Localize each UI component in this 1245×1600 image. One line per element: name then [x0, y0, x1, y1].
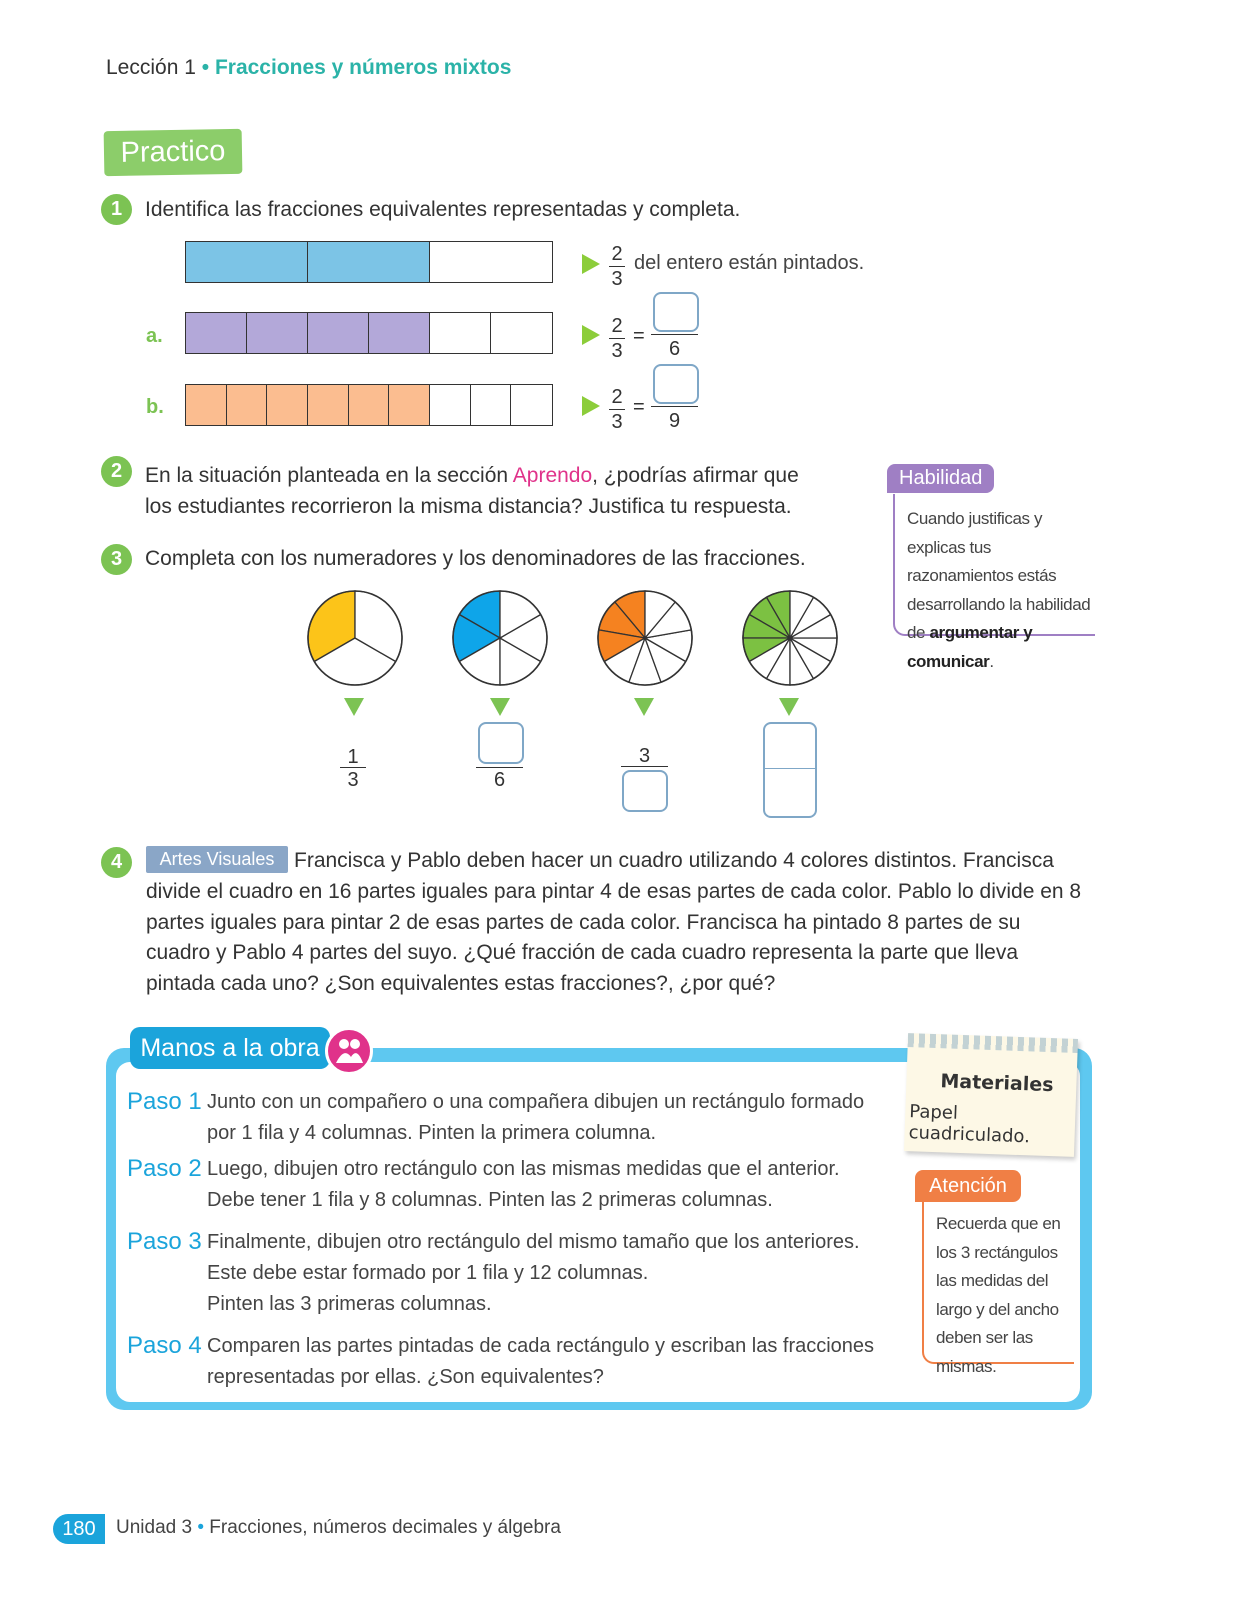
label-a: a. [146, 325, 163, 347]
habilidad-tag: Habilidad [887, 464, 994, 493]
page-number: 180 [53, 1514, 105, 1544]
atencion-tag: Atención [915, 1170, 1021, 1202]
materiales-item: Papel cuadriculado. [908, 1101, 1031, 1148]
aprendo-link[interactable]: Aprendo [512, 464, 593, 487]
paso-1-label: Paso 1 [127, 1088, 202, 1115]
paso-line: por 1 fila y 4 columnas. Pinten la primera columna. [207, 1122, 657, 1144]
fraction-denominator: 6 [493, 769, 506, 791]
paso-1-text [207, 1087, 864, 1149]
equals-sign: = [633, 396, 645, 418]
fraction-a-left [609, 316, 625, 361]
lesson-label: Lección 1 [106, 56, 196, 79]
paso-2-text [207, 1154, 840, 1216]
label-b: b. [146, 396, 164, 418]
fraction-bar [476, 767, 523, 768]
paso-line: Debe tener 1 fila y 8 columnas. Pinten las 2 primeras columnas. [207, 1189, 773, 1211]
habilidad-end: . [989, 651, 994, 671]
fraction-denominator: 9 [668, 410, 681, 432]
footer-bullet: • [197, 1517, 204, 1538]
lesson-topic: Fracciones y números mixtos [214, 56, 512, 79]
fraction-circle-3 [598, 591, 692, 685]
fraction-numerator: 3 [638, 745, 651, 767]
footer-title: Fracciones, números decimales y álgebra [209, 1517, 561, 1538]
atencion-text: Recuerda que en los 3 rectángulos las medidas del largo y del ancho deben ser las mismas. [936, 1214, 1061, 1376]
down-arrow-icon [634, 698, 654, 716]
paso-line: Pinten las 3 primeras columnas. [207, 1293, 492, 1315]
paso-line: representadas por ellas. ¿Son equivalentes? [207, 1366, 604, 1388]
question-1-text: Identifica las fracciones equivalentes representadas y completa. [145, 198, 741, 221]
answer-box-numerator-a[interactable] [653, 292, 699, 332]
question-4-text: Francisca y Pablo deben hacer un cuadro utilizando 4 colores distintos. Francisca divide el cuadro en 16 partes iguales para pintar 4 de esas partes de cada color. Pablo lo divide en 8 partes iguales para pintar 2 de esas partes de cada color. Francisca ha pintado 8 partes de su cuadro y Pablo 4 partes del suyo. ¿Qué fracción de cada cuadro representa la parte que lleva pintada cada uno? ¿Son equivalentes estas fracciones?, ¿por qué? [146, 849, 1082, 996]
fraction-denominator: 3 [347, 769, 359, 791]
answer-box-numerator-circle-2[interactable] [478, 722, 524, 764]
fraction-bar [651, 334, 698, 335]
question-number-4: 4 [101, 847, 132, 878]
fraction-denominator: 3 [611, 268, 623, 290]
paso-line: Finalmente, dibujen otro rectángulo del mismo tamaño que los anteriores. [207, 1231, 860, 1253]
equals-sign: = [633, 325, 645, 347]
fraction-numerator: 2 [611, 243, 623, 265]
people-icon [325, 1027, 373, 1075]
fraction-circle-1 [308, 591, 402, 685]
fraction-denominator: 3 [611, 340, 623, 362]
reference-bar [185, 241, 553, 283]
arrow-icon [582, 254, 600, 274]
habilidad-text [907, 505, 1097, 676]
question-number-2: 2 [101, 456, 132, 487]
down-arrow-icon [344, 698, 364, 716]
paso-line: Este debe estar formado por 1 fila y 12 columnas. [207, 1262, 649, 1284]
fraction-circle-2 [453, 591, 547, 685]
paso-4-label: Paso 4 [127, 1332, 202, 1359]
fraction-bar [763, 768, 815, 769]
manos-a-la-obra-title: Manos a la obra [130, 1027, 330, 1069]
answer-box-fraction-circle-4[interactable] [763, 722, 817, 818]
paso-3-label: Paso 3 [127, 1228, 202, 1255]
fraction-numerator: 1 [347, 746, 359, 768]
question-2-text [145, 460, 815, 522]
fraction-b-left [609, 387, 625, 432]
fraction-denominator: 3 [611, 411, 623, 433]
paso-line: Comparen las partes pintadas de cada rectángulo y escriban las fracciones [207, 1335, 875, 1357]
answer-box-numerator-b[interactable] [653, 364, 699, 404]
fraction-numerator: 2 [611, 315, 623, 337]
habilidad-bold: argumentar y comunicar [907, 623, 1033, 671]
habilidad-body: Cuando justificas y explicas tus razonamientos estás desarrollando la habilidad de [907, 509, 1091, 642]
bar-a [185, 312, 553, 354]
paso-line: Luego, dibujen otro rectángulo con las mismas medidas que el anterior. [207, 1158, 840, 1180]
paso-line: Junto con un compañero o una compañera dibujen un rectángulo formado [207, 1091, 865, 1113]
arrow-icon [582, 396, 600, 416]
paso-2-label: Paso 2 [127, 1155, 202, 1182]
materiales-title: Materiales [940, 1070, 1054, 1097]
paso-3-text [207, 1227, 860, 1320]
fraction-circles [290, 580, 860, 695]
lesson-header [106, 56, 511, 80]
artes-visuales-tag: Artes Visuales [146, 846, 288, 873]
fraction-denominator: 6 [668, 338, 681, 360]
question-number-1: 1 [101, 194, 132, 225]
fraction-circle-4 [743, 591, 837, 685]
question-3-text: Completa con los numeradores y los denominadores de las fracciones. [145, 547, 806, 570]
question-2-text-start: En la situación planteada en la sección [145, 464, 513, 487]
down-arrow-icon [779, 698, 799, 716]
answer-box-denominator-circle-3[interactable] [622, 770, 668, 812]
question-number-3: 3 [101, 544, 132, 575]
down-arrow-icon [490, 698, 510, 716]
paso-4-text [207, 1331, 874, 1393]
header-bullet: • [201, 56, 210, 79]
ref-statement-text: del entero están pintados. [634, 252, 865, 274]
footer-text [116, 1517, 561, 1539]
bar-b [185, 384, 553, 426]
footer-unit: Unidad 3 [116, 1517, 193, 1538]
materiales-note [904, 1033, 1078, 1157]
question-2-text-end: , ¿podrías afirmar que los estudiantes recorrieron la misma distancia? Justifica tu respuesta. [145, 464, 799, 518]
fraction-bar [651, 406, 698, 407]
fraction-ref [609, 244, 625, 289]
fraction-numerator: 2 [611, 386, 623, 408]
note-perforation [908, 1033, 1078, 1053]
fraction-bar [621, 766, 668, 767]
fraction-bar [340, 767, 366, 768]
arrow-icon [582, 325, 600, 345]
section-title-practico: Practico [104, 129, 243, 176]
